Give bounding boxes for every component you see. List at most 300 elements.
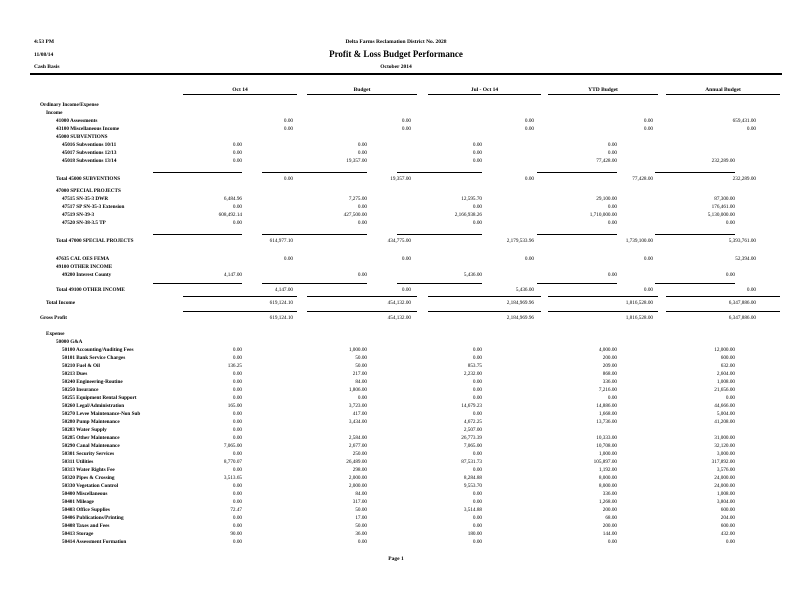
row-label: 47000 SPECIAL PROJECTS xyxy=(56,188,121,194)
row-value: 2,184,969.96 xyxy=(506,300,534,306)
row-value: 0.00 xyxy=(232,220,242,226)
row-value: 1,192.00 xyxy=(598,467,617,473)
row-value: 2,232.00 xyxy=(463,371,482,377)
total-underline xyxy=(153,172,242,173)
row-value: 0.00 xyxy=(357,220,367,226)
row-value: 36.00 xyxy=(355,531,367,537)
account-row xyxy=(0,362,792,370)
total-underline xyxy=(537,172,617,173)
row-label: 50290 Canal Maintenance xyxy=(62,443,120,449)
account-row xyxy=(0,394,792,402)
row-label: 50250 Insurance xyxy=(62,387,99,393)
row-label: 50260 Legal/Administration xyxy=(62,403,125,409)
row-value: 0.00 xyxy=(232,158,242,164)
row-value: 217.00 xyxy=(352,371,367,377)
row-value: 0.00 xyxy=(232,150,242,156)
account-row xyxy=(0,370,792,378)
row-value: 0.00 xyxy=(607,204,617,210)
total-underline xyxy=(307,311,417,312)
row-value: 0.00 xyxy=(232,411,242,417)
row-value: 4,147.00 xyxy=(274,287,293,293)
row-value: 136.25 xyxy=(227,363,242,369)
total-underline xyxy=(548,311,658,312)
row-value: 10,333.00 xyxy=(596,435,617,441)
row-value: 619,124.10 xyxy=(269,300,293,306)
row-value: 32,120.00 xyxy=(714,443,735,449)
row-value: 0.00 xyxy=(472,158,482,164)
row-value: 21,656.00 xyxy=(714,387,735,393)
row-value: 0.00 xyxy=(472,515,482,521)
row-value: 454,132.00 xyxy=(387,315,411,321)
account-row xyxy=(0,211,792,219)
account-row xyxy=(0,506,792,514)
row-label: 45016 Subventions 10/11 xyxy=(62,142,117,148)
section-row xyxy=(0,263,792,271)
row-value: 9,553.70 xyxy=(463,483,482,489)
row-label: 47519 SN-39-3 xyxy=(62,212,95,218)
row-value: 3,576.00 xyxy=(716,467,735,473)
row-label: 47520 SN-38-3.5 TP xyxy=(62,220,106,226)
row-value: 0.00 xyxy=(232,355,242,361)
row-value: 600.00 xyxy=(720,355,735,361)
row-value: 0.00 xyxy=(472,220,482,226)
column-header-ytd-budget: YTD Budget xyxy=(548,87,658,95)
row-value: 2,000.00 xyxy=(348,475,367,481)
account-row xyxy=(0,117,792,125)
account-row xyxy=(0,482,792,490)
row-value: 1,668.00 xyxy=(598,411,617,417)
total-underline xyxy=(655,234,735,235)
report-time: 4:53 PM xyxy=(34,39,55,45)
row-label: 50210 Fuel & Oil xyxy=(62,363,100,369)
row-value: 659,431.00 xyxy=(732,118,756,124)
row-value: 232,289.00 xyxy=(732,176,756,182)
account-row xyxy=(0,141,792,149)
row-label: 50313 Water Rights Fee xyxy=(62,467,115,473)
row-value: 204.00 xyxy=(720,515,735,521)
row-value: 3,804.00 xyxy=(716,499,735,505)
account-row xyxy=(0,157,792,165)
row-value: 3,723.00 xyxy=(348,403,367,409)
account-row xyxy=(0,522,792,530)
total-underline xyxy=(655,172,735,173)
row-value: 31,000.00 xyxy=(714,435,735,441)
row-value: 0.00 xyxy=(607,539,617,545)
row-value: 0.00 xyxy=(232,419,242,425)
row-value: 77,428.00 xyxy=(632,176,653,182)
row-label: Total 49100 OTHER INCOME xyxy=(56,287,125,293)
row-label: 50311 Utilities xyxy=(62,459,94,465)
section-row xyxy=(0,187,792,195)
row-value: 8,000.00 xyxy=(598,475,617,481)
row-value: 5,393,761.00 xyxy=(728,238,756,244)
row-value: 29,100.00 xyxy=(596,196,617,202)
row-value: 1,816,528.00 xyxy=(625,315,653,321)
row-value: 209.00 xyxy=(602,363,617,369)
row-value: 200.00 xyxy=(602,355,617,361)
account-row xyxy=(0,434,792,442)
account-row xyxy=(0,514,792,522)
row-value: 0.00 xyxy=(472,347,482,353)
row-label: 49200 Interest County xyxy=(62,272,112,278)
account-row xyxy=(0,402,792,410)
row-value: 84.00 xyxy=(355,491,367,497)
row-value: 232,289.00 xyxy=(711,158,735,164)
row-value: 144.00 xyxy=(602,531,617,537)
row-value: 176,461.00 xyxy=(711,204,735,210)
row-value: 0.00 xyxy=(401,256,411,262)
row-value: 50.00 xyxy=(355,363,367,369)
header-divider xyxy=(30,73,782,75)
row-label: Ordinary Income/Expense xyxy=(40,102,99,108)
row-value: 0.00 xyxy=(643,287,653,293)
row-value: 7,065.00 xyxy=(223,443,242,449)
row-value: 1,000.00 xyxy=(348,347,367,353)
row-label: 50270 Levee Maintenance-Non Sub xyxy=(62,411,141,417)
account-row xyxy=(0,125,792,133)
row-value: 1,268.00 xyxy=(598,499,617,505)
row-value: 17.00 xyxy=(355,515,367,521)
row-label: 50255 Equipment Rental Support xyxy=(62,395,137,401)
row-value: 72.47 xyxy=(230,507,242,513)
row-value: 0.00 xyxy=(472,523,482,529)
account-row xyxy=(0,498,792,506)
row-value: 0.00 xyxy=(607,142,617,148)
row-value: 41,208.00 xyxy=(714,419,735,425)
row-value: 868.00 xyxy=(602,371,617,377)
row-label: 50101 Bank Service Charges xyxy=(62,355,126,361)
row-value: 0.00 xyxy=(472,499,482,505)
total-row xyxy=(0,299,792,307)
row-value: 0.00 xyxy=(524,176,534,182)
row-value: 0.00 xyxy=(472,379,482,385)
row-value: 12,000.00 xyxy=(714,347,735,353)
row-label: 50408 Taxes and Fees xyxy=(62,523,110,529)
row-value: 317,892.00 xyxy=(711,459,735,465)
row-value: 0.00 xyxy=(524,118,534,124)
total-underline xyxy=(262,234,367,235)
row-value: 87,531.73 xyxy=(461,459,482,465)
row-value: 2,166,938.26 xyxy=(454,212,482,218)
row-value: 0.00 xyxy=(607,220,617,226)
row-value: 432.00 xyxy=(720,531,735,537)
row-label: 47635 CAL OES FEMA xyxy=(56,256,110,262)
total-underline xyxy=(153,283,242,284)
account-row xyxy=(0,354,792,362)
total-row xyxy=(0,237,792,245)
row-value: 0.00 xyxy=(524,256,534,262)
account-row xyxy=(0,442,792,450)
row-label: 45000 SUBVENTIONS xyxy=(56,134,108,140)
row-value: 24,000.00 xyxy=(714,483,735,489)
total-underline xyxy=(262,283,367,284)
row-value: 0.00 xyxy=(643,126,653,132)
report-title: Profit & Loss Budget Performance xyxy=(329,49,463,59)
row-value: 0.00 xyxy=(401,118,411,124)
row-value: 44,666.00 xyxy=(714,403,735,409)
account-row xyxy=(0,490,792,498)
row-value: 0.00 xyxy=(472,395,482,401)
row-label: 50330 Vegetation Control xyxy=(62,483,119,489)
row-value: 0.00 xyxy=(607,272,617,278)
account-row xyxy=(0,426,792,434)
row-value: 0.00 xyxy=(472,387,482,393)
row-value: 0.00 xyxy=(232,539,242,545)
row-value: 0.00 xyxy=(357,150,367,156)
organization-name: Delta Farms Reclamation District No. 2028 xyxy=(345,39,447,45)
row-value: 454,132.00 xyxy=(387,300,411,306)
row-value: 1,710,000.00 xyxy=(589,212,617,218)
account-row xyxy=(0,410,792,418)
row-label: 50240 Engineering-Routine xyxy=(62,379,123,385)
row-value: 0.00 xyxy=(472,204,482,210)
row-value: 2,584.00 xyxy=(348,435,367,441)
row-label: 41000 Assessments xyxy=(56,118,98,124)
account-row xyxy=(0,149,792,157)
row-value: 336.00 xyxy=(602,379,617,385)
row-value: 0.00 xyxy=(357,204,367,210)
row-value: 0.00 xyxy=(232,523,242,529)
section-row xyxy=(0,101,792,109)
row-value: 619,124.10 xyxy=(269,315,293,321)
row-value: 2,179,533.96 xyxy=(506,238,534,244)
row-value: 2,507.00 xyxy=(463,427,482,433)
row-value: 5,436.00 xyxy=(515,287,534,293)
total-underline xyxy=(183,296,297,297)
row-value: 0.00 xyxy=(472,491,482,497)
row-label: 50413 Storage xyxy=(62,531,94,537)
row-value: 1,008.00 xyxy=(716,379,735,385)
row-label: Total Income xyxy=(46,300,76,306)
total-row xyxy=(0,175,792,183)
row-label: 50403 Office Supplies xyxy=(62,507,110,513)
row-value: 0.00 xyxy=(472,467,482,473)
row-value: 2,184,969.96 xyxy=(506,315,534,321)
row-value: 0.00 xyxy=(357,395,367,401)
account-row xyxy=(0,378,792,386)
account-row xyxy=(0,418,792,426)
account-row xyxy=(0,530,792,538)
total-underline xyxy=(183,311,297,312)
row-value: 52,394.00 xyxy=(735,256,756,262)
row-label: 50000 G&A xyxy=(56,339,83,345)
row-value: 0.00 xyxy=(607,395,617,401)
row-value: 5,436.00 xyxy=(463,272,482,278)
total-underline xyxy=(655,283,735,284)
row-value: 0.00 xyxy=(232,515,242,521)
report-basis: Cash Basis xyxy=(34,64,60,70)
row-value: 19,357.00 xyxy=(346,158,367,164)
row-value: 0.00 xyxy=(232,204,242,210)
row-label: Income xyxy=(46,110,63,116)
row-value: 2,677.00 xyxy=(348,443,367,449)
row-value: 3,513.65 xyxy=(223,475,242,481)
row-label: 50401 Mileage xyxy=(62,499,94,505)
row-value: 0.00 xyxy=(232,467,242,473)
account-row xyxy=(0,386,792,394)
row-label: Expense xyxy=(46,331,65,337)
row-value: 0.00 xyxy=(725,220,735,226)
row-value: 632.00 xyxy=(720,363,735,369)
row-value: 7,065.00 xyxy=(463,443,482,449)
row-value: 0.00 xyxy=(283,118,293,124)
total-underline xyxy=(397,234,482,235)
account-row xyxy=(0,271,792,279)
row-label: Total 47000 SPECIAL PROJECTS xyxy=(56,238,134,244)
row-value: 1,008.00 xyxy=(716,491,735,497)
total-underline xyxy=(153,234,242,235)
column-header-budget: Budget xyxy=(307,87,417,95)
row-value: 165.00 xyxy=(227,403,242,409)
row-value: 0.00 xyxy=(232,451,242,457)
row-value: 1,816,528.00 xyxy=(625,300,653,306)
row-value: 13,736.00 xyxy=(596,419,617,425)
row-value: 180.00 xyxy=(467,531,482,537)
row-label: 45017 Subventions 12/13 xyxy=(62,150,117,156)
row-label: 43100 Miscellaneous Income xyxy=(56,126,120,132)
row-label: 47517 SP SN-35-3 Extension xyxy=(62,204,125,210)
section-row xyxy=(0,338,792,346)
row-value: 50.00 xyxy=(355,523,367,529)
row-value: 90.00 xyxy=(230,531,242,537)
row-label: 50406 Publications/Printing xyxy=(62,515,124,521)
row-value: 600.00 xyxy=(720,507,735,513)
row-value: 417.00 xyxy=(352,411,367,417)
account-row xyxy=(0,255,792,263)
row-value: 0.00 xyxy=(232,347,242,353)
account-row xyxy=(0,458,792,466)
report-date: 11/08/14 xyxy=(34,52,54,58)
row-value: 50.00 xyxy=(355,355,367,361)
row-value: 3,514.88 xyxy=(463,507,482,513)
row-value: 614,977.10 xyxy=(269,238,293,244)
row-value: 0.00 xyxy=(357,539,367,545)
account-row xyxy=(0,195,792,203)
row-value: 0.00 xyxy=(472,150,482,156)
account-row xyxy=(0,466,792,474)
row-value: 0.00 xyxy=(643,118,653,124)
row-label: 49100 OTHER INCOME xyxy=(56,264,113,270)
account-row xyxy=(0,538,792,546)
total-row xyxy=(0,314,792,322)
page-number: Page 1 xyxy=(388,556,404,562)
row-value: 0.00 xyxy=(472,539,482,545)
row-value: 427,500.00 xyxy=(343,212,367,218)
row-label: 50400 Miscellaneous xyxy=(62,491,108,497)
row-value: 434,775.00 xyxy=(387,238,411,244)
row-value: 0.00 xyxy=(232,499,242,505)
row-value: 84.00 xyxy=(355,379,367,385)
row-value: 0.00 xyxy=(472,142,482,148)
section-row xyxy=(0,330,792,338)
row-value: 0.00 xyxy=(472,411,482,417)
row-value: 2,000.00 xyxy=(348,483,367,489)
row-value: 1,000.00 xyxy=(598,451,617,457)
column-header-annual-budget: Annual Budget xyxy=(666,87,780,95)
row-label: 50100 Accounting/Auditing Fees xyxy=(62,347,134,353)
row-value: 853.75 xyxy=(467,363,482,369)
row-value: 6,347,886.00 xyxy=(728,315,756,321)
row-value: 600.00 xyxy=(720,523,735,529)
column-header-jul-oct14: Jul - Oct 14 xyxy=(428,87,541,95)
row-value: 3,434.00 xyxy=(348,419,367,425)
row-value: 6,347,886.00 xyxy=(728,300,756,306)
row-label: 50320 Pipes & Crossing xyxy=(62,475,115,481)
row-value: 77,428.00 xyxy=(596,158,617,164)
row-value: 0.00 xyxy=(232,491,242,497)
row-value: 4,000.00 xyxy=(598,347,617,353)
section-row xyxy=(0,109,792,117)
row-value: 0.00 xyxy=(746,126,756,132)
row-value: 0.00 xyxy=(472,451,482,457)
row-value: 4,147.00 xyxy=(223,272,242,278)
row-label: 50283 Water Supply xyxy=(62,427,107,433)
row-value: 0.00 xyxy=(232,371,242,377)
row-value: 1,739,100.00 xyxy=(625,238,653,244)
row-value: 0.00 xyxy=(232,142,242,148)
account-row xyxy=(0,203,792,211)
row-value: 0.00 xyxy=(283,256,293,262)
row-value: 19,357.00 xyxy=(390,176,411,182)
total-underline xyxy=(428,296,541,297)
total-underline xyxy=(537,283,617,284)
row-value: 7,216.00 xyxy=(598,387,617,393)
row-label: 45018 Subventions 13/14 xyxy=(62,158,117,164)
total-underline xyxy=(537,234,617,235)
row-value: 7,275.00 xyxy=(348,196,367,202)
account-row xyxy=(0,219,792,227)
row-value: 0.00 xyxy=(357,272,367,278)
account-row xyxy=(0,346,792,354)
row-value: 0.00 xyxy=(725,272,735,278)
row-value: 0.00 xyxy=(232,427,242,433)
row-value: 0.00 xyxy=(725,539,735,545)
row-value: 2,604.00 xyxy=(716,371,735,377)
row-value: 50.00 xyxy=(355,507,367,513)
row-value: 26,773.39 xyxy=(461,435,482,441)
row-label: 50414 Assessment Formation xyxy=(62,539,127,545)
row-value: 24,000.00 xyxy=(714,475,735,481)
row-value: 0.00 xyxy=(283,126,293,132)
row-value: 317.00 xyxy=(352,499,367,505)
row-value: 298.00 xyxy=(352,467,367,473)
row-label: 50213 Dues xyxy=(62,371,88,377)
total-underline xyxy=(397,172,482,173)
row-value: 68.00 xyxy=(605,515,617,521)
row-value: 10,708.00 xyxy=(596,443,617,449)
row-value: 5,130,000.00 xyxy=(707,212,735,218)
total-underline xyxy=(307,296,417,297)
account-row xyxy=(0,450,792,458)
row-value: 14,679.23 xyxy=(461,403,482,409)
row-value: 6,484.96 xyxy=(223,196,242,202)
total-underline xyxy=(666,311,780,312)
account-row xyxy=(0,474,792,482)
section-row xyxy=(0,133,792,141)
row-value: 0.00 xyxy=(725,395,735,401)
row-label: Gross Profit xyxy=(40,315,68,321)
row-value: 12,595.70 xyxy=(461,196,482,202)
row-value: 0.00 xyxy=(283,176,293,182)
row-value: 8,284.88 xyxy=(463,475,482,481)
row-value: 0.00 xyxy=(401,126,411,132)
row-value: 0.00 xyxy=(472,355,482,361)
row-label: 47515 SN-35-3 DWR xyxy=(62,196,109,202)
row-value: 0.00 xyxy=(232,395,242,401)
row-value: 0.00 xyxy=(746,287,756,293)
row-value: 8,000.00 xyxy=(598,483,617,489)
total-underline xyxy=(666,296,780,297)
